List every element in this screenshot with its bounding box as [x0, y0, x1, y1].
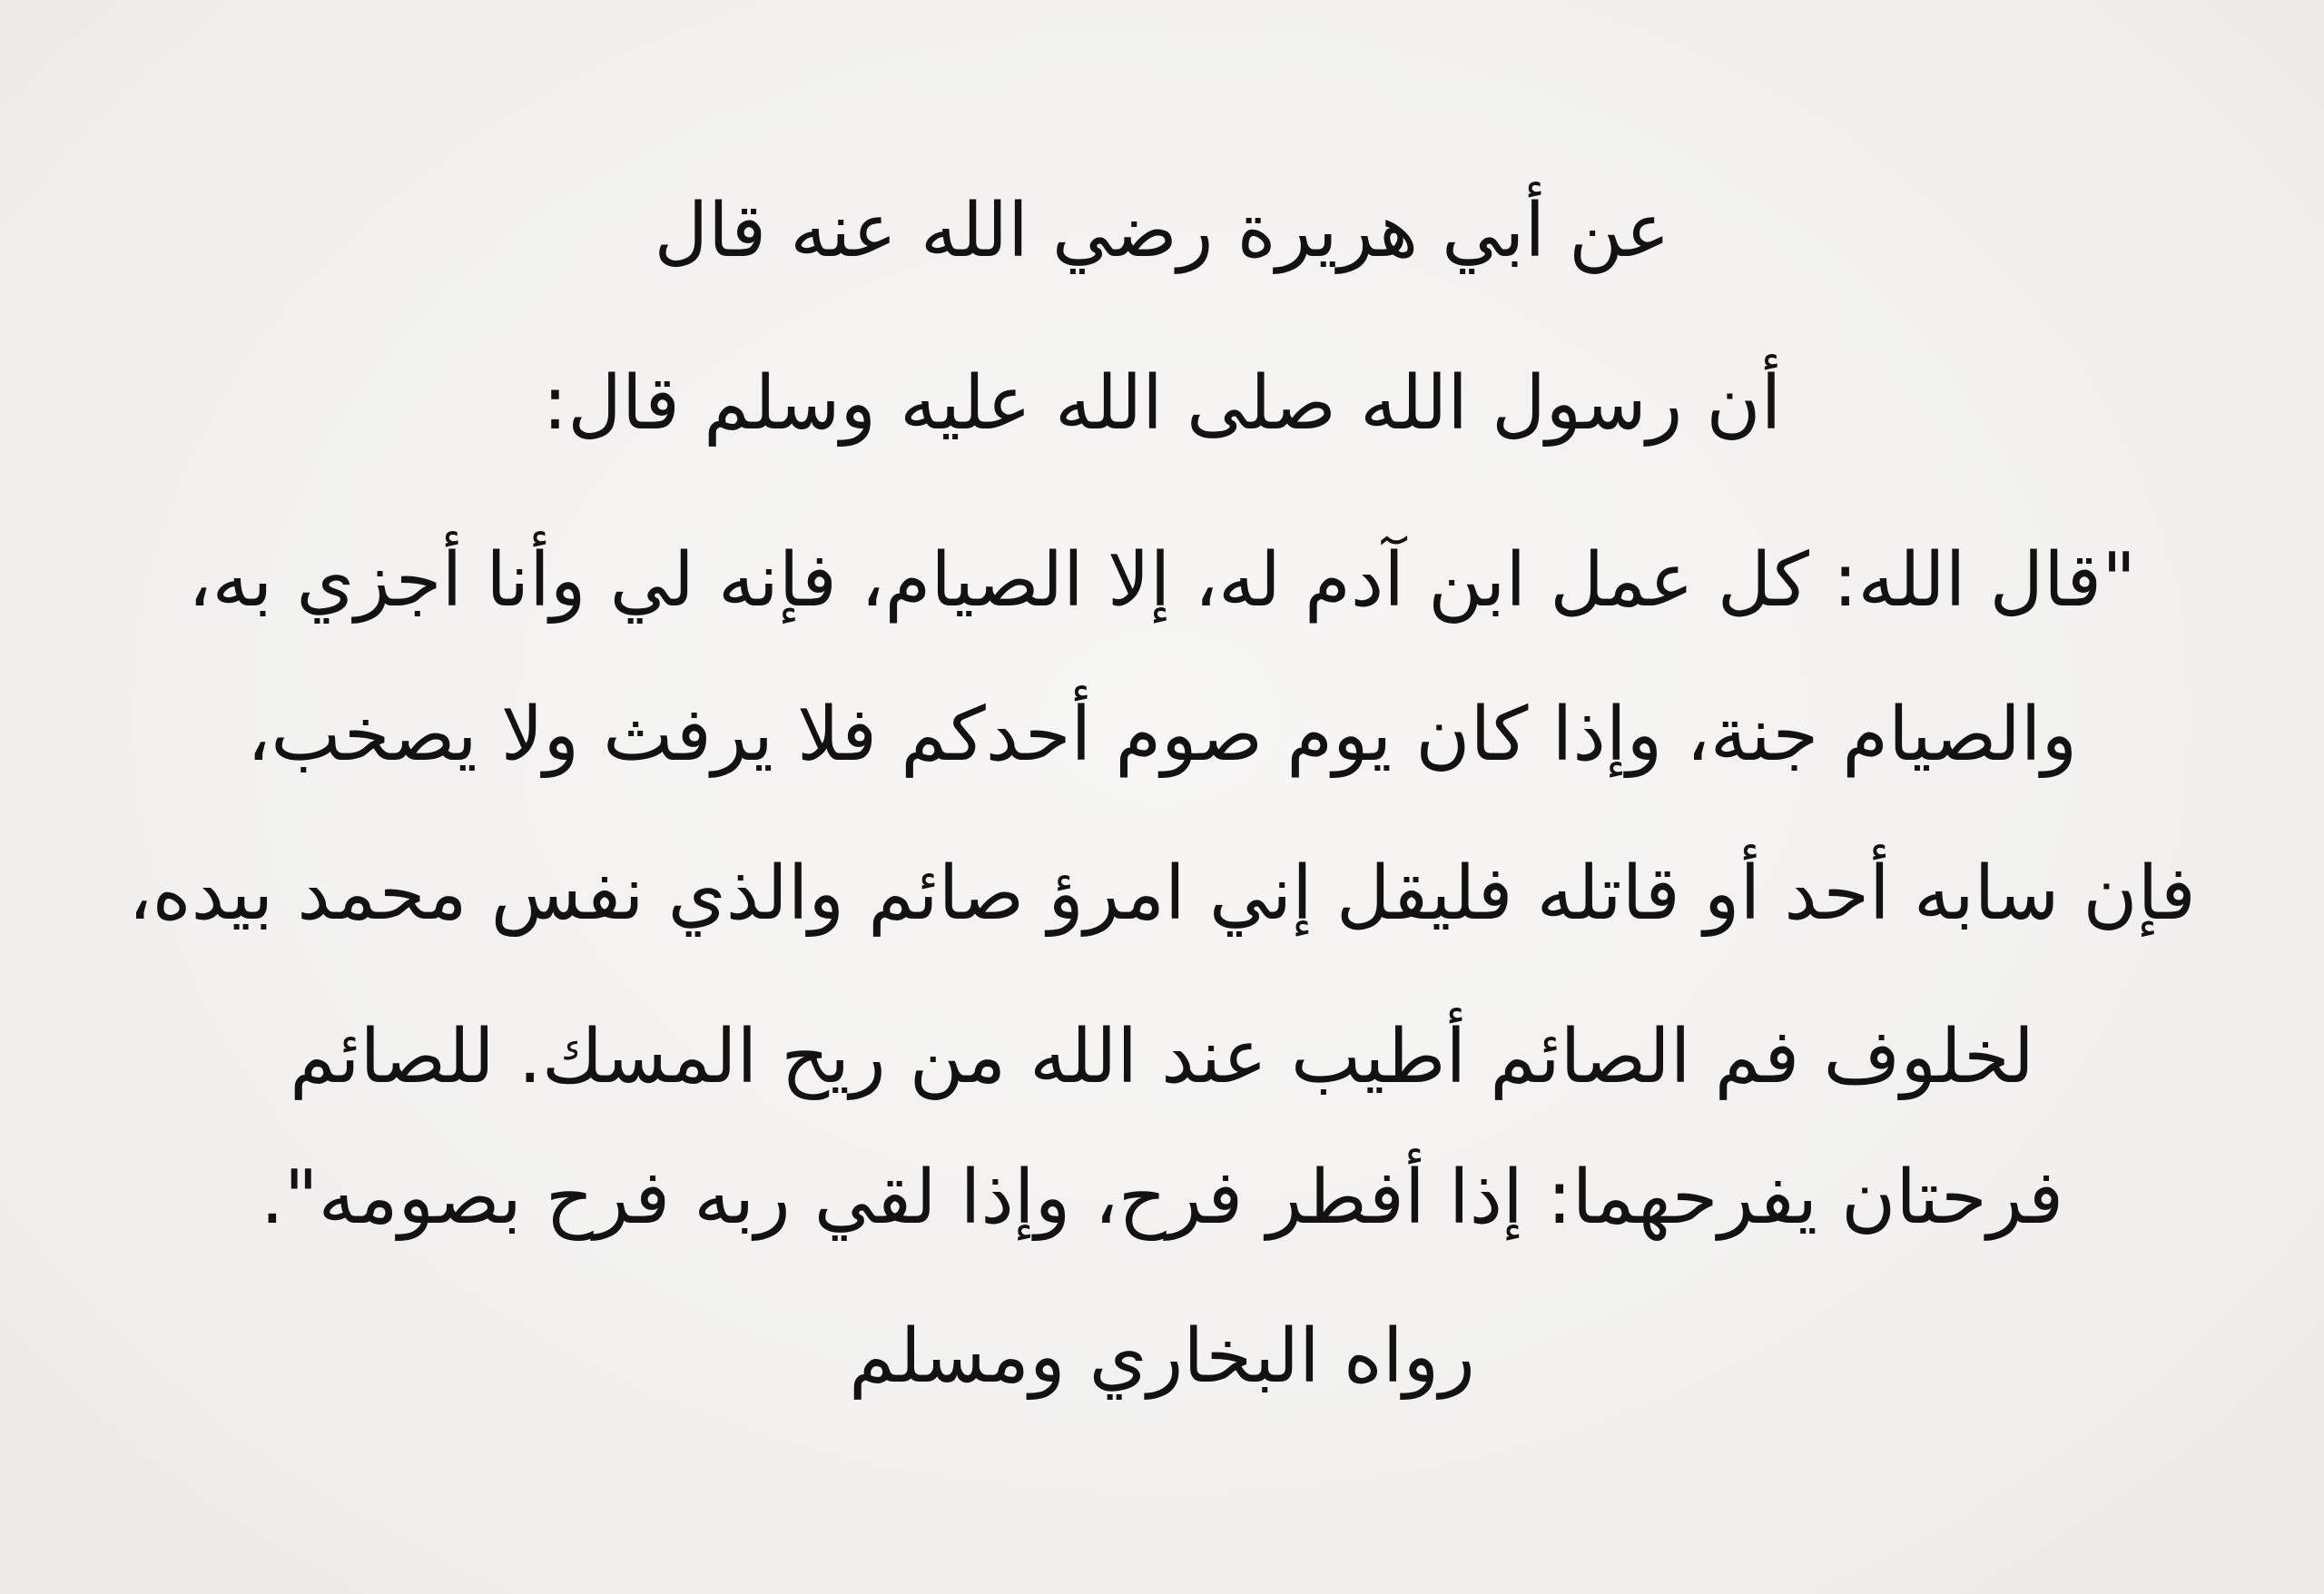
calligraphy-line-1: عن أبي هريرة رضي الله عنه قال	[654, 188, 1670, 274]
calligraphy-line-5: فإن سابه أحد أو قاتله فليقل إني امرؤ صائم والذي نفس محمد بيده،	[128, 851, 2196, 937]
calligraphy-line-4: والصيام جنة، وإذا كان يوم صوم أحدكم فلا يرفث ولا يصخب،	[246, 692, 2078, 778]
calligraphy-attribution: رواه البخاري ومسلم	[849, 1314, 1475, 1400]
calligraphy-line-3: "قال الله: كل عمل ابن آدم له، إلا الصيام، فإنه لي وأنا أجزي به،	[188, 537, 2136, 624]
calligraphy-line-2: أن رسول الله صلى الله عليه وسلم قال:	[542, 360, 1782, 447]
calligraphy-line-7: فرحتان يفرحهما: إذا أفطر فرح، وإذا لقي ربه فرح بصومه".	[260, 1155, 2064, 1241]
calligraphy-line-6: لخلوف فم الصائم أطيب عند الله من ريح المسك. للصائم	[290, 1014, 2034, 1100]
